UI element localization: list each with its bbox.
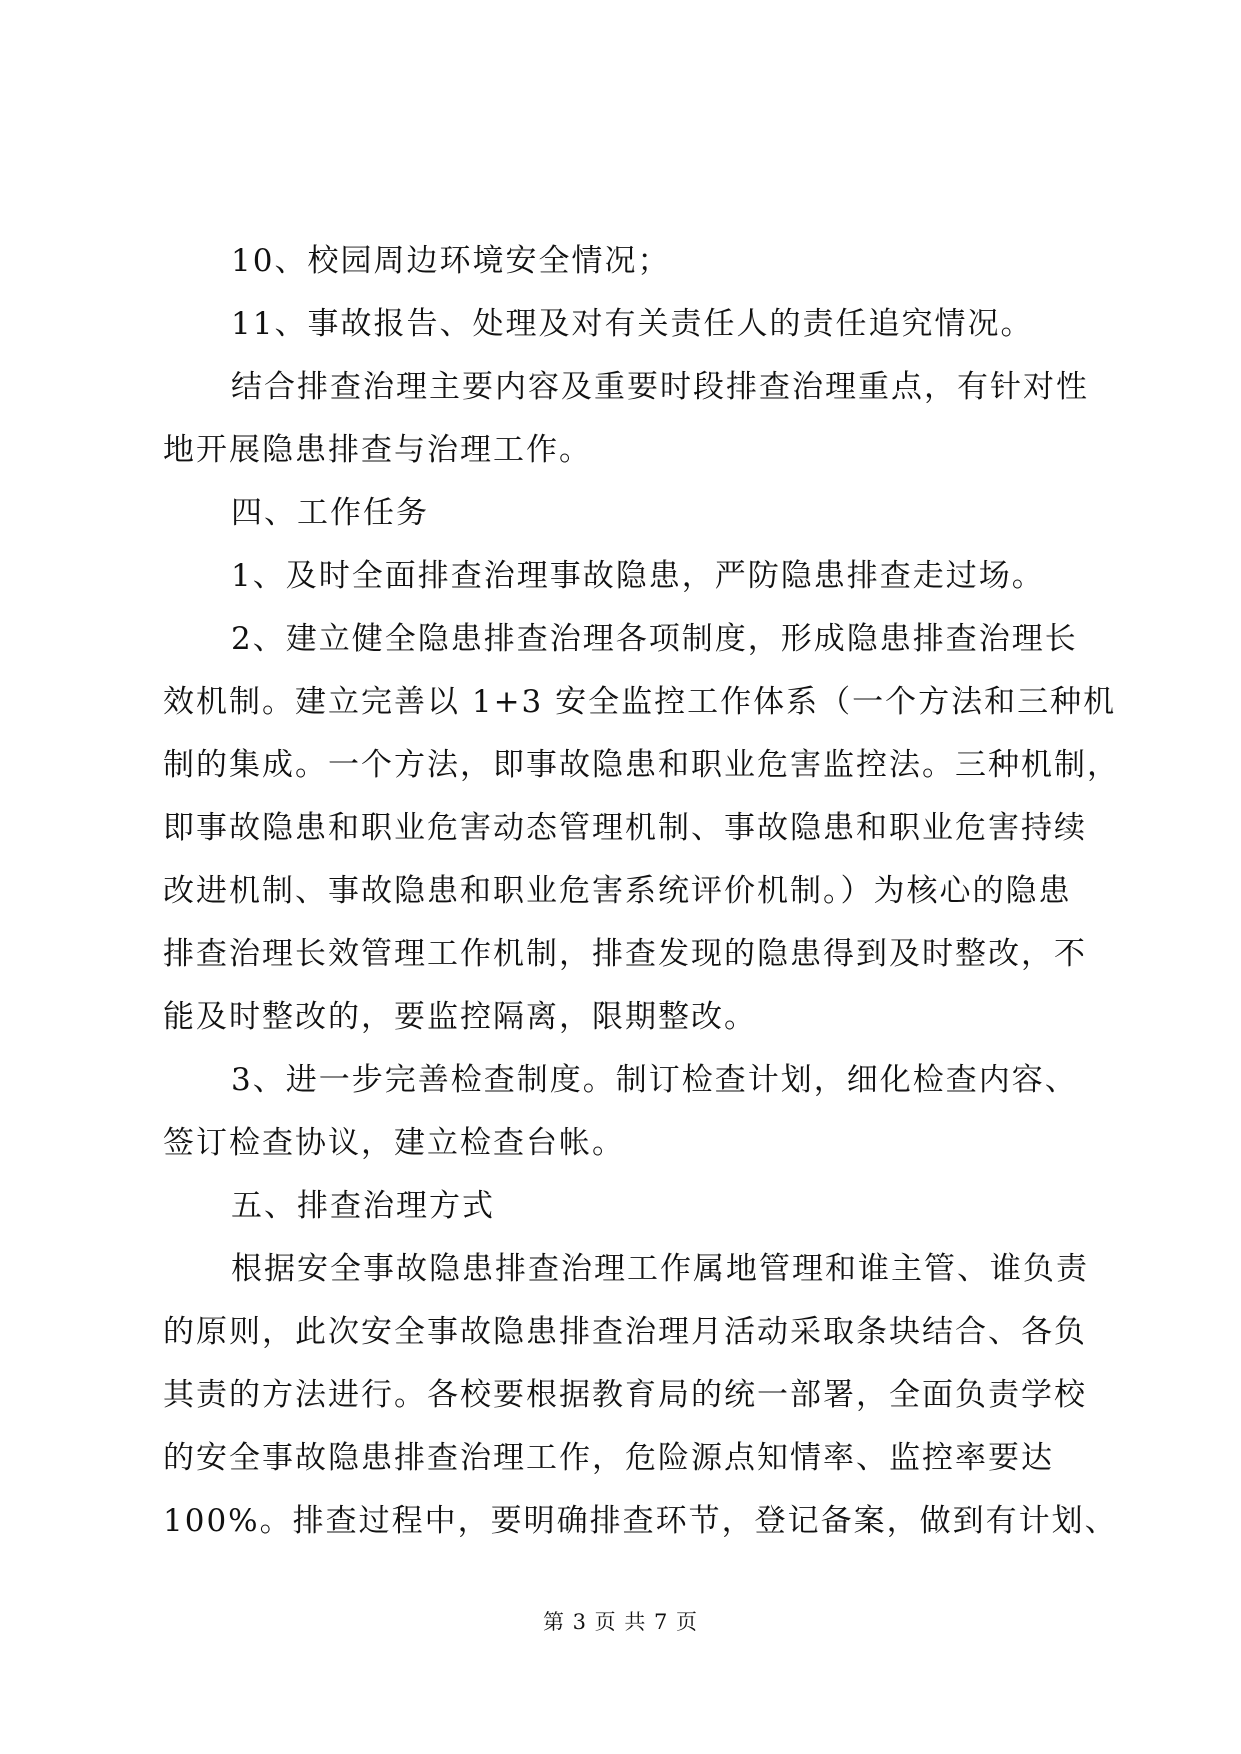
paragraph-line: 效机制。建立完善以 1+3 安全监控工作体系（一个方法和三种机 — [163, 684, 1117, 720]
paragraph-line: 排查治理长效管理工作机制，排查发现的隐患得到及时整改，不 — [163, 936, 1087, 972]
paragraph-line: 其责的方法进行。各校要根据教育局的统一部署，全面负责学校 — [163, 1377, 1087, 1413]
paragraph-line: 结合排查治理主要内容及重要时段排查治理重点，有针对性 — [231, 369, 1089, 405]
task-item-2: 2、建立健全隐患排查治理各项制度，形成隐患排查治理长 — [231, 621, 1078, 657]
paragraph-line: 根据安全事故隐患排查治理工作属地管理和谁主管、谁负责 — [231, 1251, 1089, 1287]
paragraph-line: 签订检查协议，建立检查台帐。 — [163, 1125, 625, 1161]
body-text — [163, 230, 1120, 1553]
paragraph-line: 地开展隐患排查与治理工作。 — [163, 432, 592, 468]
task-item-1: 1、及时全面排查治理事故隐患，严防隐患排查走过场。 — [231, 558, 1045, 594]
paragraph-line: 制的集成。一个方法，即事故隐患和职业危害监控法。三种机制， — [163, 747, 1120, 783]
page-number-footer: 第 3 页 共 7 页 — [542, 1610, 699, 1634]
paragraph-line: 改进机制、事故隐患和职业危害系统评价机制。）为核心的隐患 — [163, 873, 1072, 909]
task-item-3: 3、进一步完善检查制度。制订检查计划，细化检查内容、 — [231, 1062, 1078, 1098]
section-heading-5: 五、排查治理方式 — [231, 1188, 495, 1224]
paragraph-line: 的安全事故隐患排查治理工作，危险源点知情率、监控率要达 — [163, 1440, 1054, 1476]
paragraph-line: 能及时整改的，要监控隔离，限期整改。 — [163, 999, 757, 1035]
paragraph-line: 的原则，此次安全事故隐患排查治理月活动采取条块结合、各负 — [163, 1314, 1087, 1350]
paragraph-line: 即事故隐患和职业危害动态管理机制、事故隐患和职业危害持续 — [163, 810, 1087, 846]
list-item-10: 10、校园周边环境安全情况； — [231, 243, 671, 279]
paragraph-line: 100%。排查过程中，要明确排查环节，登记备案，做到有计划、 — [163, 1503, 1118, 1539]
section-heading-4: 四、工作任务 — [231, 495, 429, 531]
list-item-11: 11、事故报告、处理及对有关责任人的责任追究情况。 — [231, 306, 1034, 342]
